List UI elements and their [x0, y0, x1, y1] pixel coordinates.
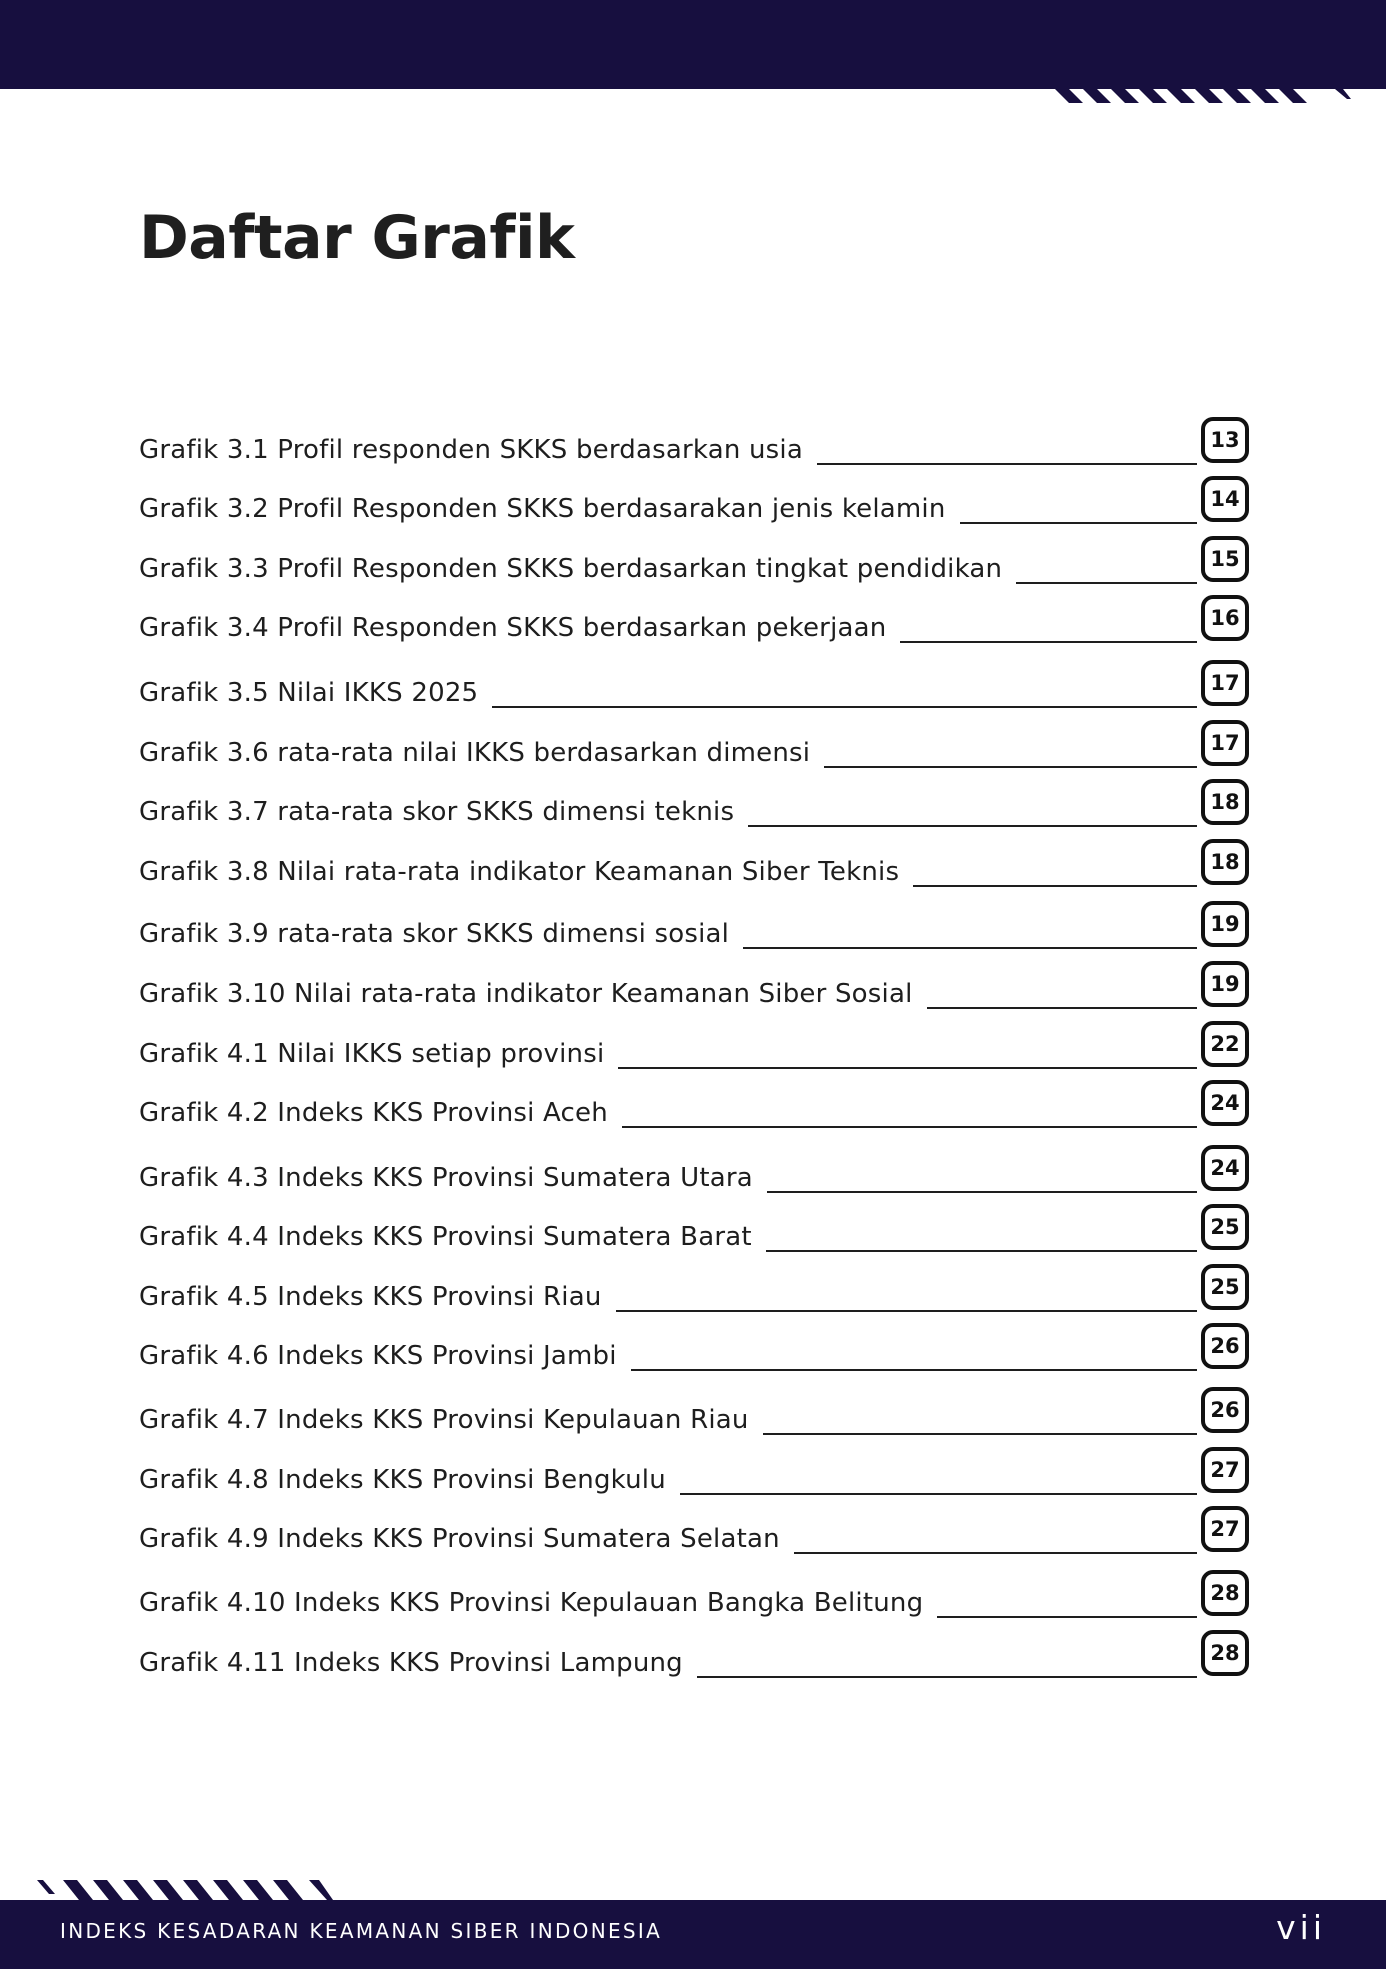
toc-leader-line: [616, 1310, 1197, 1312]
toc-entry[interactable]: [139, 972, 1249, 1029]
toc-page-badge: 25: [1201, 1264, 1249, 1310]
toc-entry-label: Grafik 4.6 Indeks KKS Provinsi Jambi: [139, 1341, 617, 1371]
toc-leader-line: [766, 1250, 1197, 1252]
toc-entry[interactable]: [139, 428, 1249, 485]
toc-entry-label: Grafik 4.1 Nilai IKKS setiap provinsi: [139, 1039, 605, 1069]
toc-entry-label: Grafik 4.9 Indeks KKS Provinsi Sumatera Selatan: [139, 1524, 780, 1554]
toc-entry-label: Grafik 4.8 Indeks KKS Provinsi Bengkulu: [139, 1465, 666, 1495]
toc-entry[interactable]: [139, 487, 1249, 544]
toc-leader-line: [697, 1676, 1197, 1678]
toc-entry-label: Grafik 3.1 Profil responden SKKS berdasarkan usia: [139, 435, 803, 465]
toc-entry[interactable]: [139, 1641, 1249, 1698]
toc-leader-line: [960, 522, 1197, 524]
toc-entry-label: Grafik 4.7 Indeks KKS Provinsi Kepulauan Riau: [139, 1405, 749, 1435]
toc-entry-label: Grafik 3.4 Profil Responden SKKS berdasarkan pekerjaan: [139, 613, 887, 643]
toc-leader-line: [631, 1369, 1197, 1371]
toc-entry[interactable]: [139, 547, 1249, 604]
toc-page-badge: 27: [1201, 1506, 1249, 1552]
toc-entry-label: Grafik 3.8 Nilai rata-rata indikator Keamanan Siber Teknis: [139, 857, 900, 887]
toc-entry[interactable]: [139, 1334, 1249, 1391]
toc-page-badge: 14: [1201, 476, 1249, 522]
toc-page-badge: 25: [1201, 1204, 1249, 1250]
toc-entry[interactable]: [139, 1458, 1249, 1515]
toc-entry[interactable]: [139, 1517, 1249, 1574]
toc-entry-label: Grafik 3.6 rata-rata nilai IKKS berdasarkan dimensi: [139, 738, 811, 768]
toc-page-badge: 17: [1201, 660, 1249, 706]
toc-entry[interactable]: [139, 1091, 1249, 1148]
toc-entry[interactable]: [139, 1581, 1249, 1638]
toc-page-badge: 26: [1201, 1387, 1249, 1433]
toc-leader-line: [913, 885, 1197, 887]
toc-page-badge: 27: [1201, 1447, 1249, 1493]
toc-leader-line: [900, 641, 1197, 643]
toc-leader-line: [794, 1552, 1197, 1554]
footer-stripes-decoration: [37, 1880, 337, 1900]
header-band: [0, 0, 1386, 89]
footer-title: INDEKS KESADARAN KEAMANAN SIBER INDONESIA: [60, 1919, 663, 1943]
toc-entry[interactable]: [139, 1215, 1249, 1272]
toc-entry-label: Grafik 4.4 Indeks KKS Provinsi Sumatera Barat: [139, 1222, 752, 1252]
toc-page-badge: 13: [1201, 417, 1249, 463]
toc-entry[interactable]: [139, 912, 1249, 969]
toc-entry-label: Grafik 4.5 Indeks KKS Provinsi Riau: [139, 1282, 602, 1312]
toc-leader-line: [763, 1433, 1197, 1435]
toc-page-badge: 24: [1201, 1145, 1249, 1191]
toc-entry[interactable]: [139, 1398, 1249, 1455]
toc-page-badge: 18: [1201, 779, 1249, 825]
toc-leader-line: [1016, 582, 1197, 584]
toc-entry[interactable]: [139, 850, 1249, 907]
toc-page-badge: 17: [1201, 720, 1249, 766]
page-title: Daftar Grafik: [139, 203, 575, 273]
toc-leader-line: [937, 1616, 1197, 1618]
page-number: vii: [1276, 1908, 1326, 1947]
toc-page-badge: 28: [1201, 1630, 1249, 1676]
toc-entry[interactable]: [139, 1032, 1249, 1089]
toc-leader-line: [927, 1007, 1197, 1009]
toc-entry-label: Grafik 4.2 Indeks KKS Provinsi Aceh: [139, 1098, 608, 1128]
toc-entry[interactable]: [139, 1275, 1249, 1332]
toc-page-badge: 28: [1201, 1570, 1249, 1616]
toc-entry[interactable]: [139, 731, 1249, 788]
toc-entry-label: Grafik 3.7 rata-rata skor SKKS dimensi teknis: [139, 797, 735, 827]
toc-leader-line: [767, 1191, 1197, 1193]
toc-page-badge: 19: [1201, 961, 1249, 1007]
toc-leader-line: [748, 825, 1197, 827]
toc-entry-label: Grafik 3.3 Profil Responden SKKS berdasarkan tingkat pendidikan: [139, 554, 1003, 584]
toc-entry[interactable]: [139, 671, 1249, 728]
toc-entry-label: Grafik 3.5 Nilai IKKS 2025: [139, 678, 479, 708]
toc-entry[interactable]: [139, 606, 1249, 663]
toc-entry-label: Grafik 3.2 Profil Responden SKKS berdasarakan jenis kelamin: [139, 494, 946, 524]
toc-leader-line: [817, 463, 1197, 465]
toc-leader-line: [618, 1067, 1197, 1069]
toc-page-badge: 24: [1201, 1080, 1249, 1126]
toc-leader-line: [622, 1126, 1197, 1128]
toc-page-badge: 22: [1201, 1021, 1249, 1067]
toc-entry-label: Grafik 3.9 rata-rata skor SKKS dimensi sosial: [139, 919, 730, 949]
toc-entry[interactable]: [139, 1156, 1249, 1213]
toc-page-badge: 15: [1201, 536, 1249, 582]
toc-page-badge: 19: [1201, 901, 1249, 947]
header-stripes-decoration: [1055, 89, 1355, 103]
toc-page-badge: 16: [1201, 595, 1249, 641]
toc-entry-label: Grafik 3.10 Nilai rata-rata indikator Keamanan Siber Sosial: [139, 979, 913, 1009]
toc-leader-line: [824, 766, 1197, 768]
toc-entry-label: Grafik 4.3 Indeks KKS Provinsi Sumatera Utara: [139, 1163, 753, 1193]
toc-entry-label: Grafik 4.11 Indeks KKS Provinsi Lampung: [139, 1648, 683, 1678]
toc-entry-label: Grafik 4.10 Indeks KKS Provinsi Kepulauan Bangka Belitung: [139, 1588, 924, 1618]
toc-entry[interactable]: [139, 790, 1249, 847]
toc-leader-line: [492, 706, 1197, 708]
toc-page-badge: 18: [1201, 839, 1249, 885]
toc-leader-line: [680, 1493, 1197, 1495]
toc-leader-line: [743, 947, 1197, 949]
toc-page-badge: 26: [1201, 1323, 1249, 1369]
